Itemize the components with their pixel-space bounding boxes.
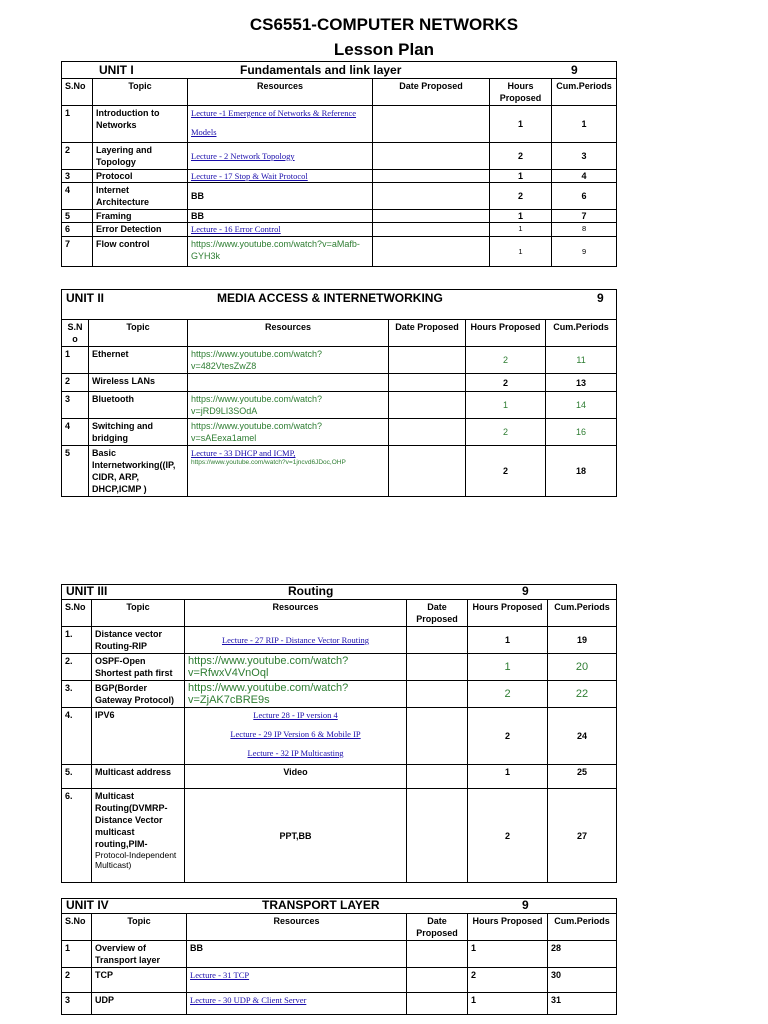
unit-4-table (61, 898, 617, 1015)
col-resources: Resources (187, 914, 407, 941)
col-cum: Cum.Periods (552, 79, 617, 106)
cum-periods: 11 (546, 347, 617, 374)
table-row (62, 627, 617, 654)
topic: Protocol (93, 170, 188, 183)
sno: 3 (62, 170, 93, 183)
hours: 1 (490, 170, 552, 183)
table-row (62, 347, 617, 374)
sno: 1 (62, 347, 89, 374)
table-row (62, 237, 617, 267)
col-date: Date Proposed (407, 914, 468, 941)
topic: Bluetooth (89, 392, 188, 419)
cum-periods: 6 (552, 183, 617, 210)
unit-1-hours: 9 (571, 63, 578, 77)
hours: 1 (490, 106, 552, 143)
date-proposed (373, 106, 490, 143)
sno: 5 (62, 446, 89, 497)
sno: 2 (62, 374, 89, 392)
table-row (62, 106, 617, 143)
date-proposed (407, 627, 468, 654)
sno: 3. (62, 681, 92, 708)
resources (185, 681, 407, 708)
date-proposed (407, 765, 468, 789)
cum-periods: 18 (546, 446, 617, 497)
resource-url[interactable]: https://www.youtube.com/watch?v=aMafb-GYH3k (191, 239, 360, 261)
sno: 1 (62, 941, 92, 968)
table-row (62, 446, 617, 497)
hours: 1 (468, 654, 548, 681)
topic: Multicast address (92, 765, 185, 789)
unit-3-title: Routing (288, 584, 334, 598)
cum-periods: 1 (552, 106, 617, 143)
topic: Introduction to Networks (93, 106, 188, 143)
table-row (62, 789, 617, 883)
table-row (62, 654, 617, 681)
resources: BB (188, 183, 373, 210)
col-hours: Hours Proposed (468, 600, 548, 627)
table-row (62, 223, 617, 237)
topic: IPV6 (92, 708, 185, 765)
resources: BB (187, 941, 407, 968)
resource-link[interactable]: Models (191, 127, 217, 137)
table-row (62, 765, 617, 789)
cum-periods: 19 (548, 627, 617, 654)
page-subtitle: Lesson Plan (333, 40, 435, 59)
topic: Ethernet (89, 347, 188, 374)
unit-1-table (61, 61, 617, 267)
cum-periods: 3 (552, 143, 617, 170)
topic (92, 789, 185, 883)
cum-periods: 24 (548, 708, 617, 765)
resources (188, 143, 373, 170)
topic: Distance vector Routing-RIP (92, 627, 185, 654)
topic: OSPF-Open Shortest path first (92, 654, 185, 681)
sno: 4 (62, 419, 89, 446)
hours: 1 (490, 223, 552, 237)
col-topic: Topic (92, 914, 187, 941)
col-sno: S.No (62, 914, 92, 941)
sno: 4. (62, 708, 92, 765)
date-proposed (407, 708, 468, 765)
resources (188, 392, 389, 419)
cum-periods: 4 (552, 170, 617, 183)
hours: 2 (466, 374, 546, 392)
col-resources: Resources (185, 600, 407, 627)
resource-link[interactable]: Lecture - 31 TCP (190, 970, 250, 980)
sno: 1 (62, 106, 93, 143)
table-row (62, 708, 617, 765)
hours: 1 (468, 627, 548, 654)
resource-link[interactable]: Lecture 28 - IP version 4 (253, 710, 338, 720)
date-proposed (407, 993, 468, 1015)
resource-url[interactable]: https://www.youtube.com/watch?v=RfwxV4VnOql (188, 655, 349, 679)
hours: 1 (490, 210, 552, 223)
hours: 2 (490, 143, 552, 170)
resource-url[interactable]: https://www.youtube.com/watch?v=ZjAK7cBRE9s (188, 682, 349, 706)
table-row (62, 993, 617, 1015)
col-topic: Topic (93, 79, 188, 106)
date-proposed (373, 143, 490, 170)
resources (187, 968, 407, 993)
hours: 1 (468, 941, 548, 968)
date-proposed (373, 237, 490, 267)
hours: 2 (466, 347, 546, 374)
sno: 5 (62, 210, 93, 223)
col-sno: S.No (62, 79, 93, 106)
course-title: CS6551-COMPUTER NETWORKS (249, 15, 519, 34)
cum-periods: 27 (548, 789, 617, 883)
topic: Framing (93, 210, 188, 223)
col-date: Date Proposed (407, 600, 468, 627)
col-date: Date Proposed (373, 79, 490, 106)
sno: 1. (62, 627, 92, 654)
date-proposed (389, 347, 466, 374)
hours: 2 (466, 446, 546, 497)
topic: Flow control (93, 237, 188, 267)
resource-link[interactable]: Lecture - 32 IP Multicasting (247, 748, 344, 758)
resources (185, 708, 407, 765)
col-sno: S.No (62, 600, 92, 627)
date-proposed (373, 210, 490, 223)
unit-2-name: UNIT II (66, 291, 104, 305)
date-proposed (373, 223, 490, 237)
col-topic: Topic (92, 600, 185, 627)
unit-3-hours: 9 (522, 584, 529, 598)
resources (187, 993, 407, 1015)
resources (188, 237, 373, 267)
date-proposed (389, 419, 466, 446)
cum-periods: 20 (548, 654, 617, 681)
resources (188, 347, 389, 374)
col-resources: Resources (188, 79, 373, 106)
date-proposed (407, 941, 468, 968)
sno: 2 (62, 968, 92, 993)
col-date: Date Proposed (389, 320, 466, 347)
table-row (62, 392, 617, 419)
resources (188, 170, 373, 183)
date-proposed (407, 681, 468, 708)
date-proposed (389, 374, 466, 392)
topic: Basic Internetworking((IP, CIDR, ARP, DHCP,ICMP ) (89, 446, 188, 497)
resource-link[interactable]: Lecture - 27 RIP - Distance Vector Routing (221, 635, 370, 645)
resources: Video (185, 765, 407, 789)
col-hours: Hours Proposed (490, 79, 552, 106)
resource-link[interactable]: Lecture -1 Emergence of Networks & Reference (191, 108, 357, 118)
resources (188, 106, 373, 143)
cum-periods: 8 (552, 223, 617, 237)
hours: 2 (468, 681, 548, 708)
hours: 1 (468, 765, 548, 789)
col-topic: Topic (89, 320, 188, 347)
sno: 5. (62, 765, 92, 789)
unit-4-hours: 9 (522, 898, 529, 912)
topic-line-2: Protocol-Independent Multicast) (95, 850, 177, 870)
date-proposed (389, 392, 466, 419)
topic: TCP (92, 968, 187, 993)
table-row (62, 210, 617, 223)
topic: UDP (92, 993, 187, 1015)
resource-link[interactable]: Lecture - 16 Error Control (191, 224, 281, 234)
topic: Wireless LANs (89, 374, 188, 392)
resources (188, 374, 389, 392)
topic: Internet Architecture (93, 183, 188, 210)
hours: 2 (466, 419, 546, 446)
hours: 1 (466, 392, 546, 419)
resources (185, 654, 407, 681)
resources (188, 419, 389, 446)
unit-2-table (61, 289, 617, 497)
date-proposed (407, 789, 468, 883)
resources: PPT,BB (185, 789, 407, 883)
col-resources: Resources (188, 320, 389, 347)
col-cum: Cum.Periods (548, 914, 617, 941)
cum-periods: 25 (548, 765, 617, 789)
resources (188, 446, 389, 497)
table-row (62, 183, 617, 210)
unit-1-name: UNIT I (99, 63, 134, 77)
resource-url[interactable]: https://www.youtube.com/watch?v=sAEexa1amel (191, 421, 323, 443)
sno: 3 (62, 392, 89, 419)
hours: 2 (468, 968, 548, 993)
topic: Switching and bridging (89, 419, 188, 446)
hours: 2 (468, 789, 548, 883)
table-row (62, 968, 617, 993)
hours: 1 (490, 237, 552, 267)
resource-link[interactable]: Lecture - 17 Stop & Wait Protocol (191, 171, 308, 181)
sno: 2. (62, 654, 92, 681)
topic: Error Detection (93, 223, 188, 237)
resource-url[interactable]: https://www.youtube.com/watch?v=1jncvd6JDoc,OHP (191, 459, 346, 466)
cum-periods: 22 (548, 681, 617, 708)
unit-4-title: TRANSPORT LAYER (262, 898, 380, 912)
cum-periods: 9 (552, 237, 617, 267)
unit-1-title: Fundamentals and link layer (240, 63, 402, 77)
table-row (62, 374, 617, 392)
hours: 2 (490, 183, 552, 210)
date-proposed (407, 968, 468, 993)
cum-periods: 16 (546, 419, 617, 446)
cum-periods: 30 (548, 968, 617, 993)
table-row (62, 681, 617, 708)
col-sno: S.No (62, 320, 89, 347)
topic-line-1: Multicast Routing(DVMRP-Distance Vector multicast routing,PIM- (95, 791, 168, 849)
resource-link[interactable]: Lecture - 33 DHCP and ICMP, (191, 448, 296, 458)
sno: 4 (62, 183, 93, 210)
resources: BB (188, 210, 373, 223)
cum-periods: 28 (548, 941, 617, 968)
col-hours: Hours Proposed (468, 914, 548, 941)
table-row (62, 143, 617, 170)
sno: 2 (62, 143, 93, 170)
date-proposed (373, 183, 490, 210)
date-proposed (407, 654, 468, 681)
table-row (62, 170, 617, 183)
topic: Layering and Topology (93, 143, 188, 170)
resource-link[interactable]: Lecture - 29 IP Version 6 & Mobile IP (230, 729, 361, 739)
cum-periods: 31 (548, 993, 617, 1015)
cum-periods: 14 (546, 392, 617, 419)
unit-2-title: MEDIA ACCESS & INTERNETWORKING (217, 291, 443, 305)
resource-url[interactable]: https://www.youtube.com/watch?v=482VtesZwZ8 (191, 349, 323, 371)
unit-3-name: UNIT III (66, 584, 108, 598)
date-proposed (389, 446, 466, 497)
col-cum: Cum.Periods (546, 320, 617, 347)
resources (185, 627, 407, 654)
sno: 3 (62, 993, 92, 1015)
date-proposed (373, 170, 490, 183)
cum-periods: 13 (546, 374, 617, 392)
sno: 7 (62, 237, 93, 267)
unit-3-table (61, 584, 617, 883)
topic: BGP(Border Gateway Protocol) (92, 681, 185, 708)
resource-url[interactable]: https://www.youtube.com/watch?v=jRD9LI3SOdA (191, 394, 323, 416)
hours: 2 (468, 708, 548, 765)
unit-4-name: UNIT IV (66, 898, 109, 912)
hours: 1 (468, 993, 548, 1015)
topic: Overview of Transport layer (92, 941, 187, 968)
resource-link[interactable]: Lecture - 2 Network Topology (191, 151, 295, 161)
resources (188, 223, 373, 237)
col-cum: Cum.Periods (548, 600, 617, 627)
sno: 6. (62, 789, 92, 883)
resource-link[interactable]: Lecture - 30 UDP & Client Server (190, 995, 307, 1005)
col-hours: Hours Proposed (466, 320, 546, 347)
table-row (62, 419, 617, 446)
unit-2-hours: 9 (597, 291, 604, 305)
table-row (62, 941, 617, 968)
sno: 6 (62, 223, 93, 237)
cum-periods: 7 (552, 210, 617, 223)
